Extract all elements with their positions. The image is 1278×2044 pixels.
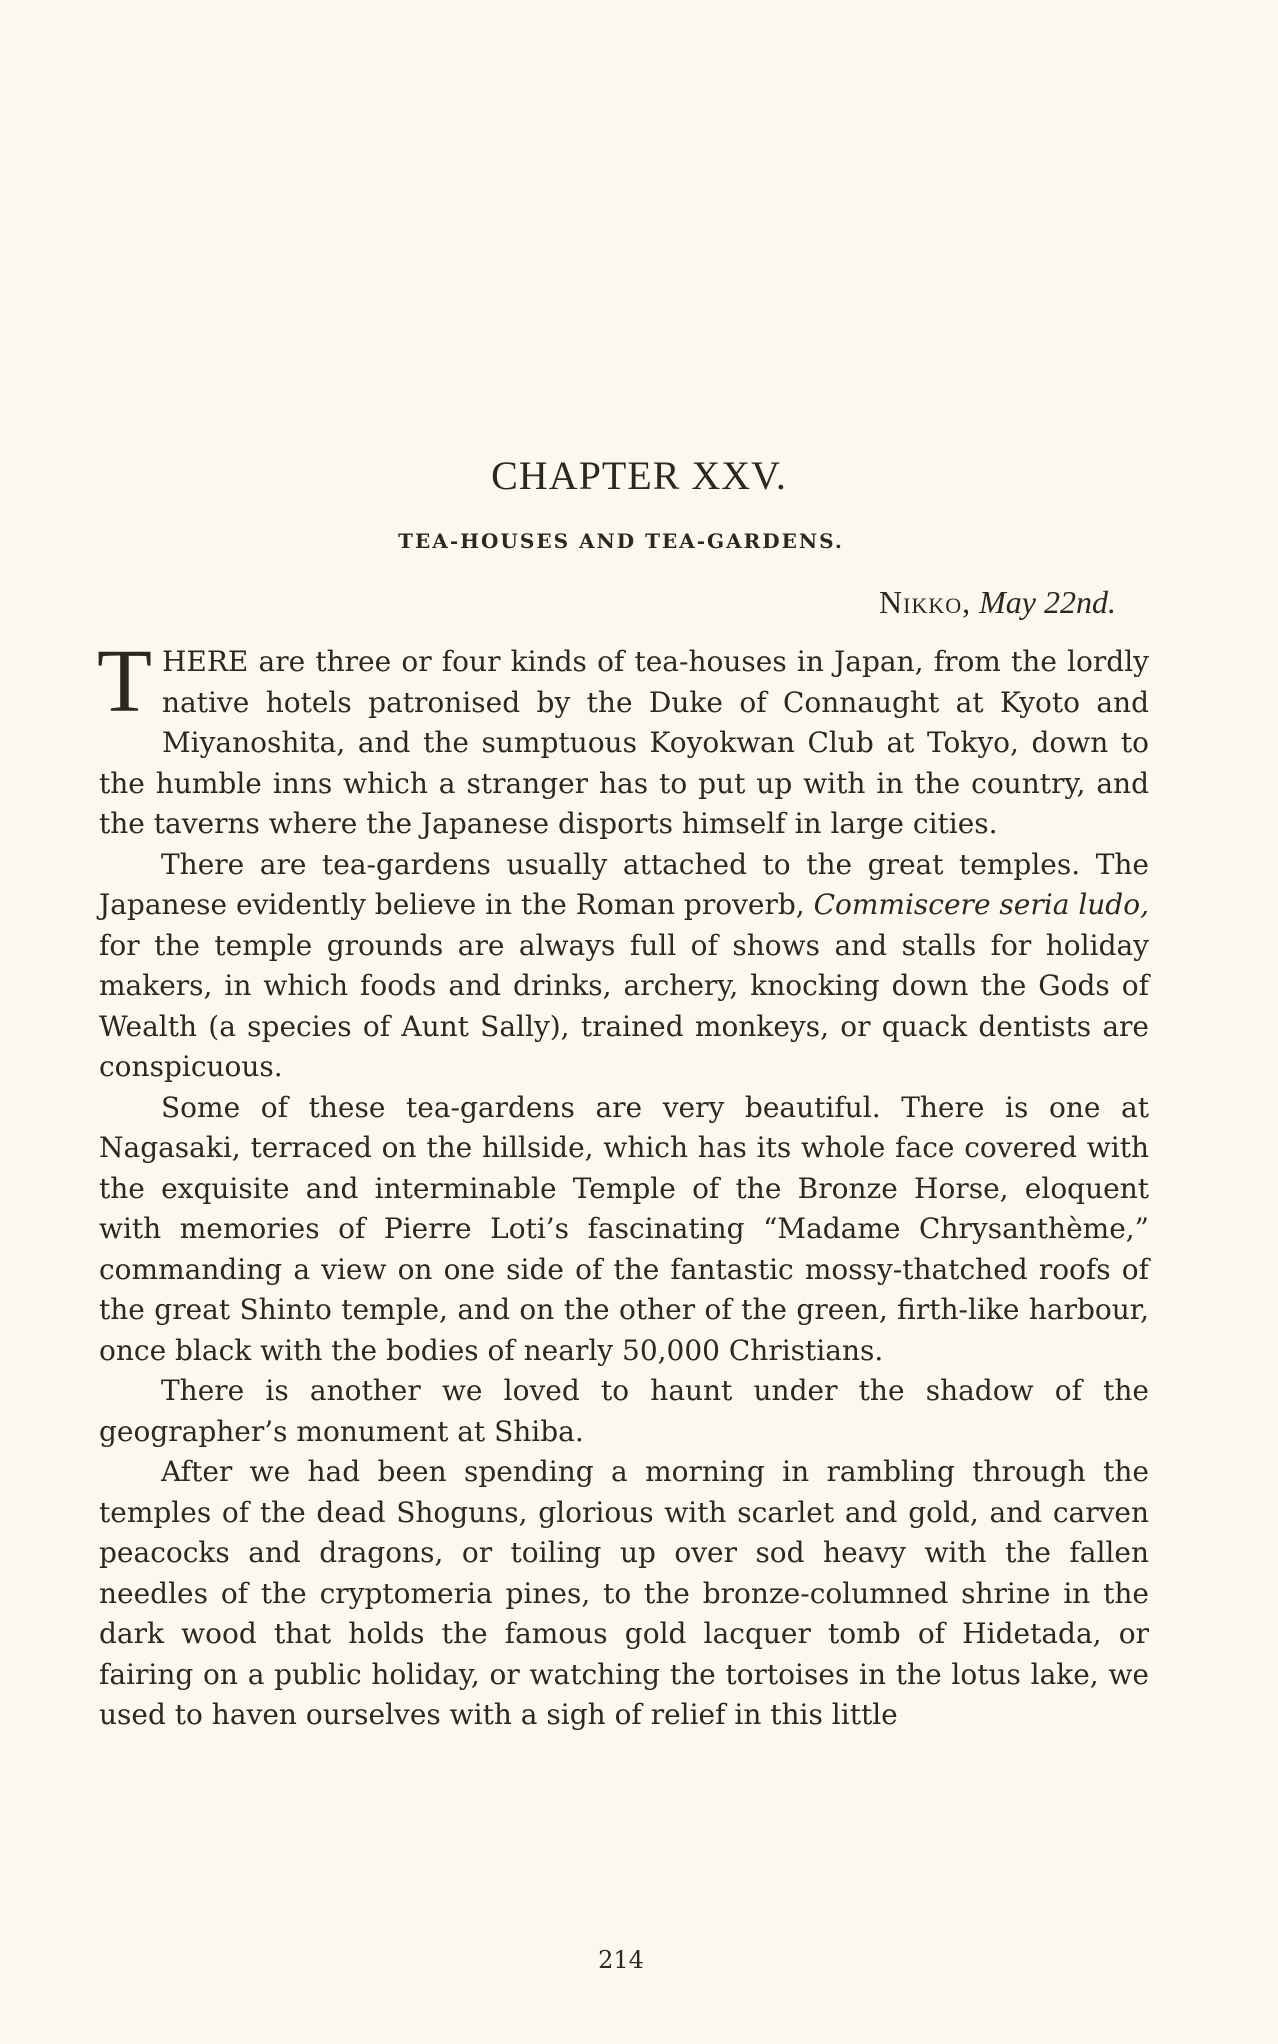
paragraph-2-before: There are tea-gardens usually attached to the great temples. The Japanese evidently believe in the Roman proverb, bbox=[99, 847, 1149, 921]
dateline-date: May 22nd. bbox=[979, 584, 1116, 620]
drop-cap: T bbox=[97, 632, 152, 731]
paragraph-1 bbox=[97, 632, 1149, 845]
body-text bbox=[97, 632, 1149, 1736]
paragraph-3: Some of these tea-gardens are very beautiful. There is one at Nagasaki, terraced on the hillside, which has its whole face covered with the exquisite and interminable Temple of the Bronze Horse, eloquent with memories of Pierre Loti’s fascinating “Madame Chrysanthème,” commanding a view on one side of the fantastic mossy-thatched roofs of the great Shinto temple, and on the other of the green, firth-like harbour, once black with the bodies of nearly 50,000 Christians. bbox=[99, 1090, 1149, 1367]
paragraph-1-text: HERE are three or four kinds of tea-houses in Japan, from the lordly native hotels patronised by the Duke of Connaught at Kyoto and Miyanoshita, and the sumptuous Koyokwan Club at Tokyo, down to the humble inns which a stranger has to put up with in the country, and the taverns where the Japanese disports himself in large cities. bbox=[99, 645, 1149, 840]
chapter-subtitle: TEA-HOUSES AND TEA-GARDENS. bbox=[398, 529, 844, 553]
dateline bbox=[879, 584, 1116, 621]
chapter-heading: CHAPTER XXV. bbox=[491, 453, 787, 498]
latin-proverb: Commiscere seria ludo, bbox=[813, 888, 1149, 921]
page-number: 214 bbox=[598, 1946, 644, 1974]
dateline-place: Nikko, bbox=[879, 584, 972, 620]
paragraph-2-after: for the temple grounds are always full of shows and stalls for holiday makers, in which foods and drinks, archery, knocking down the Gods of Wealth (a species of Aunt Sally), trained monkeys, or quack dentists are conspicuous. bbox=[99, 928, 1149, 1083]
paragraph-5: After we had been spending a morning in rambling through the temples of the dead Shoguns, glorious with scarlet and gold, and carven peacocks and dragons, or toiling up over sod heavy with the fallen needles of the cryptomeria pines, to the bronze-columned shrine in the dark wood that holds the famous gold lacquer tomb of Hidetada, or fairing on a public holiday, or watching the tortoises in the lotus lake, we used to haven ourselves with a sigh of relief in this little bbox=[99, 1455, 1149, 1731]
paragraph-2 bbox=[99, 845, 1149, 1088]
paragraph-4: There is another we loved to haunt under the shadow of the geographer’s monument at Shiba. bbox=[99, 1374, 1149, 1448]
